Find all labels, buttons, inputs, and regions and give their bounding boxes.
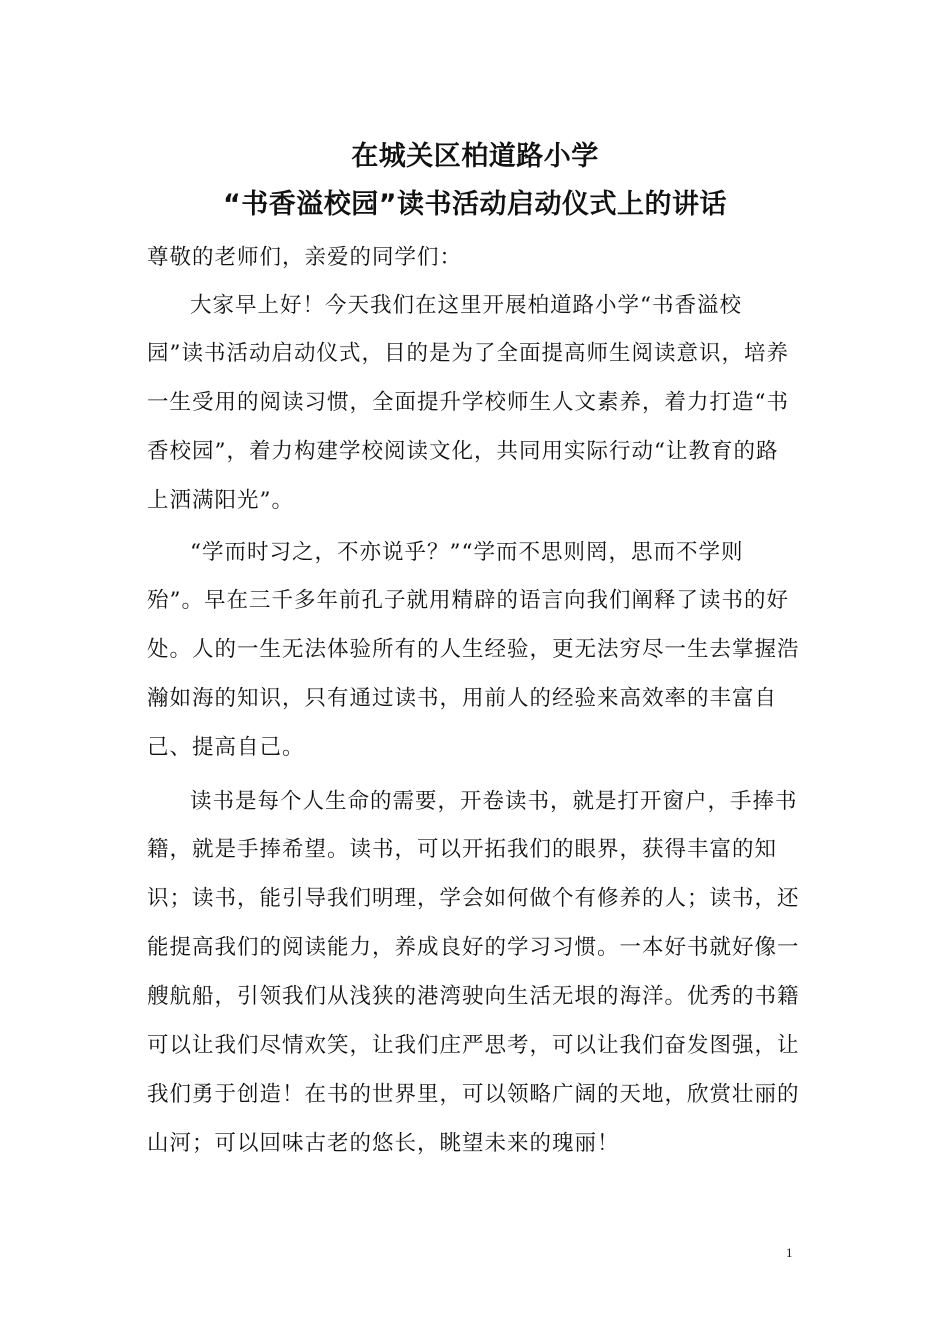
document-title-line-2: “书香溢校园”读书活动启动仪式上的讲话 (223, 189, 727, 220)
paragraph-2-line-1: “学而时习之，不亦说乎？”“学而不思则罔，思而不学则 (190, 540, 744, 565)
salutation: 尊敬的老师们，亲爱的同学们： (147, 245, 463, 270)
paragraph-1-line-4: 香校园”，着力构建学校阅读文化，共同用实际行动“让教育的路 (147, 439, 779, 464)
page-number: 1 (786, 1245, 793, 1260)
paragraph-3-line-4: 能提高我们的阅读能力，养成良好的学习习惯。一本好书就好像一 (147, 935, 800, 960)
document-title-line-1: 在城关区柏道路小学 (351, 141, 599, 172)
paragraph-2-line-5: 己、提高自己。 (147, 735, 305, 760)
paragraph-1-line-3: 一生受用的阅读习惯，全面提升学校师生人文素养，着力打造“书 (147, 390, 789, 415)
paragraph-3-line-1: 读书是每个人生命的需要，开卷读书，就是打开窗户，手捧书 (190, 789, 798, 814)
paragraph-3-line-3: 识；读书，能引导我们明理，学会如何做个有修养的人；读书，还 (147, 886, 800, 911)
paragraph-3-line-5: 艘航船，引领我们从浅狭的港湾驶向生活无垠的海洋。优秀的书籍 (147, 984, 800, 1009)
paragraph-3-line-7: 我们勇于创造！在书的世界里，可以领略广阔的天地，欣赏壮丽的 (147, 1082, 800, 1107)
paragraph-3-line-8: 山河；可以回味古老的悠长，眺望未来的瑰丽！ (147, 1131, 620, 1156)
paragraph-2-line-2: 殆”。早在三千多年前孔子就用精辟的语言向我们阐释了读书的好 (147, 588, 789, 613)
paragraph-3-line-6: 可以让我们尽情欢笑，让我们庄严思考，可以让我们奋发图强，让 (147, 1033, 800, 1058)
paragraph-1-line-2: 园”读书活动启动仪式，目的是为了全面提高师生阅读意识，培养 (147, 341, 789, 366)
paragraph-2-line-4: 瀚如海的知识，只有通过读书，用前人的经验来高效率的丰富自 (147, 686, 778, 711)
paragraph-1-line-1: 大家早上好！今天我们在这里开展柏道路小学“书香溢校 (190, 293, 742, 318)
paragraph-3-line-2: 籍，就是手捧希望。读书，可以开拓我们的眼界，获得丰富的知 (147, 837, 778, 862)
paragraph-2-line-3: 处。人的一生无法体验所有的人生经验，更无法穷尽一生去掌握浩 (147, 637, 800, 662)
paragraph-1-line-5: 上洒满阳光”。 (147, 488, 294, 513)
